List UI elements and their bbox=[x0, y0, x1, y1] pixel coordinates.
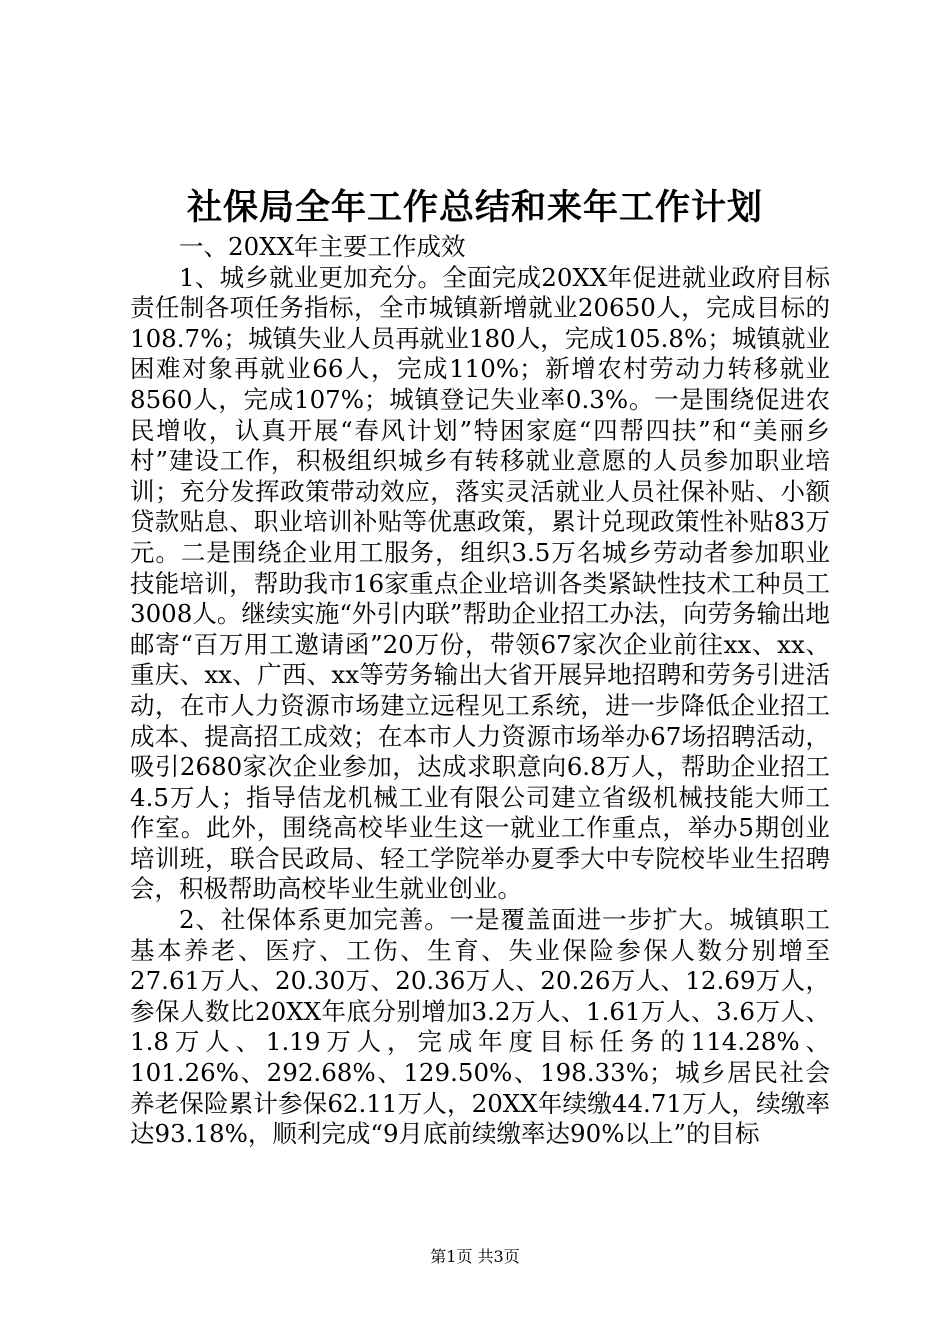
paragraph-employment: 1、城乡就业更加充分。全面完成20XX年促进就业政府目标责任制各项任务指标，全市城镇新增就业20650人，完成目标的108.7%；城镇失业人员再就业180人，完成105.8%；城镇就业困难对象再就业66人，完成110%；新增农村劳动力转移就业8560人，完成107%；城镇登记失业率0.3%。一是围绕促进农民增收，认真开展“春风计划”特困家庭“四帮四扶”和“美丽乡村”建设工作，积极组织城乡有转移就业意愿的人员参加职业培训；充分发挥政策带动效应，落实灵活就业人员社保补贴、小额贷款贴息、职业培训补贴等优惠政策，累计兑现政策性补贴83万元。二是围绕企业用工服务，组织3.5万名城乡劳动者参加职业技能培训，帮助我市16家重点企业培训各类紧缺性技术工种员工3008人。继续实施“外引内联”帮助企业招工办法，向劳务输出地邮寄“百万用工邀请函”20万份，带领67家次企业前往xx、xx、重庆、xx、广西、xx等劳务输出大省开展异地招聘和劳务引进活动，在市人力资源市场建立远程见工系统，进一步降低企业招工成本、提高招工成效；在本市人力资源市场举办67场招聘活动，吸引2680家次企业参加，达成求职意向6.8万人，帮助企业招工4.5万人；指导佶龙机械工业有限公司建立省级机械技能大师工作室。此外，围绕高校毕业生这一就业工作重点，举办5期创业培训班，联合民政局、轻工学院举办夏季大中专院校毕业生招聘会，积极帮助高校毕业生就业创业。 bbox=[130, 262, 830, 904]
section-heading: 一、20XX年主要工作成效 bbox=[179, 232, 466, 261]
page-number-info: 第1页 共3页 bbox=[430, 1247, 520, 1266]
page-footer bbox=[0, 1246, 950, 1268]
paragraph-social-security: 2、社保体系更加完善。一是覆盖面进一步扩大。城镇职工基本养老、医疗、工伤、生育、失业保险参保人数分别增至27.61万人、20.30万、20.36万人、20.26万人、12.69万人，参保人数比20XX年底分别增加3.2万人、1.61万人、3.6万人、1.8万人、1.19万人，完成年度目标任务的114.28%、101.26%、292.68%、129.50%、198.33%；城乡居民社会养老保险累计参保62.11万人，20XX年续缴44.71万人，续缴率达93.18%，顺利完成“9月底前续缴率达90%以上”的目标 bbox=[130, 905, 830, 1149]
document-title: 社保局全年工作总结和来年工作计划 bbox=[186, 187, 763, 228]
document-body bbox=[130, 232, 830, 1150]
